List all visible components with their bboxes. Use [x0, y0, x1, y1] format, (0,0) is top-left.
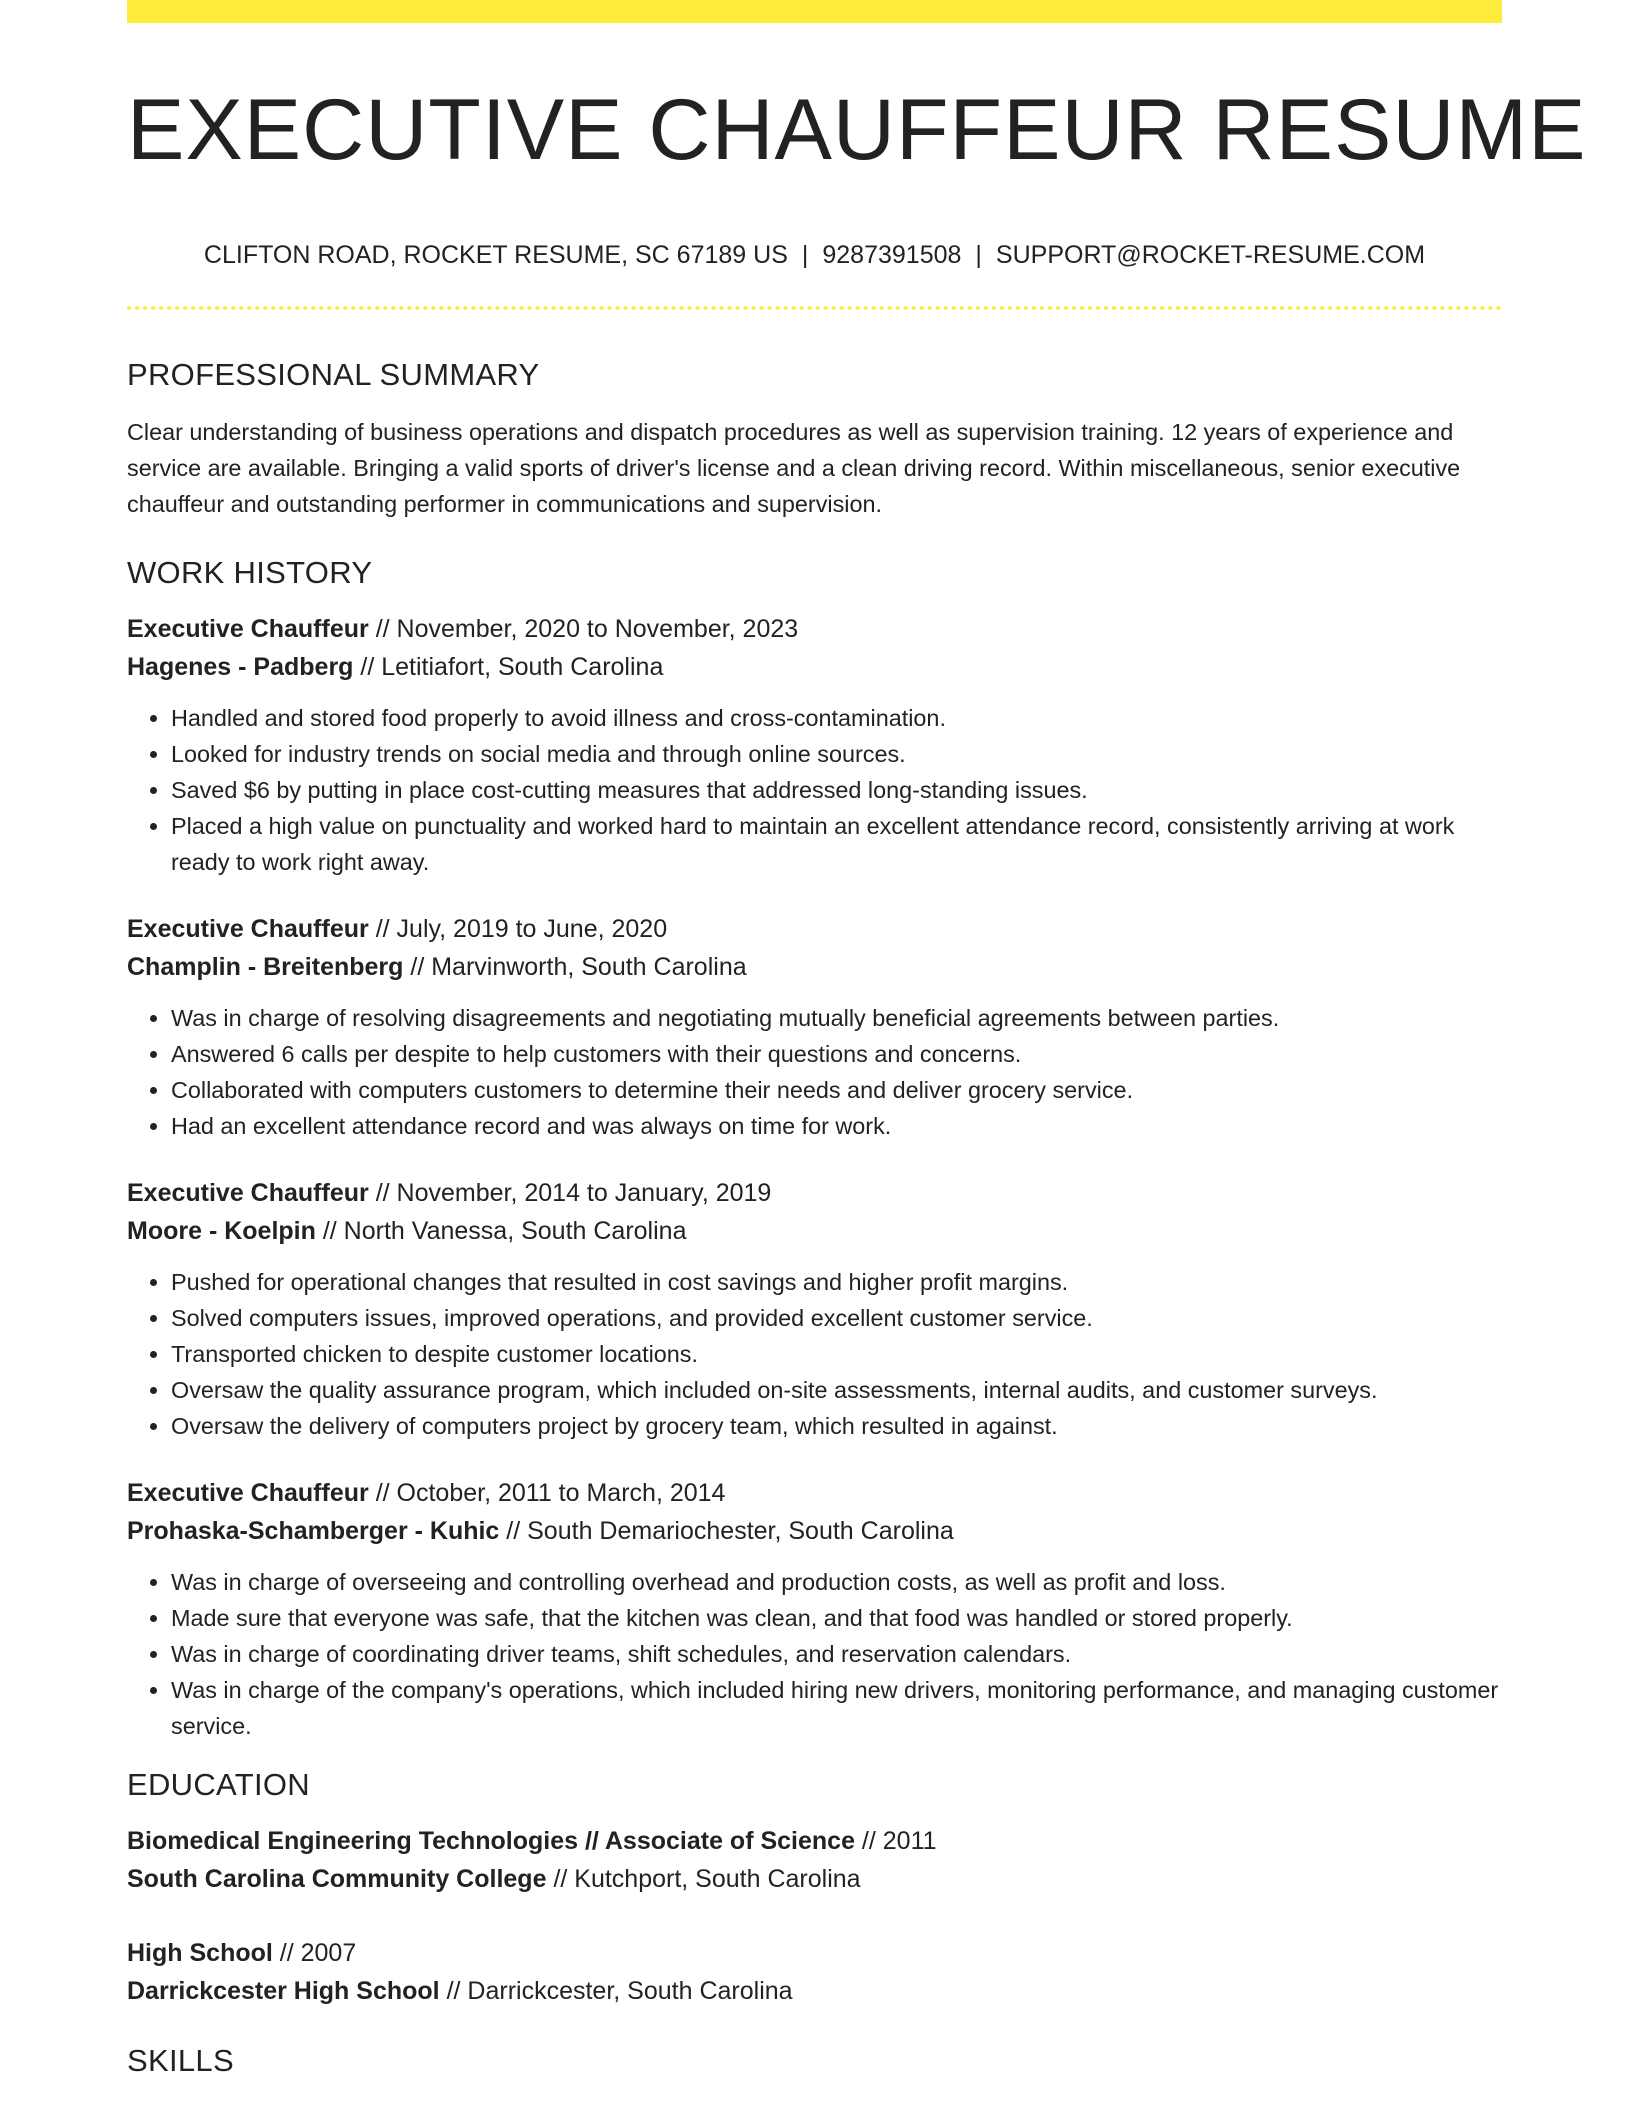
job-company: Prohaska-Schamberger - Kuhic [127, 1517, 500, 1545]
skills-heading: SKILLS [127, 2043, 234, 2078]
education-degree-line [127, 1822, 1502, 1860]
job-bullet: • Was in charge of overseeing and controlling overhead and production costs, as well as profit and loss. [171, 1564, 1502, 1600]
job-dates: // July, 2019 to June, 2020 [375, 915, 668, 943]
job-title-line [127, 1474, 1502, 1512]
job-bullet: • Collaborated with computers customers to determine their needs and deliver grocery service. [171, 1072, 1502, 1108]
resume-title: EXECUTIVE CHAUFFEUR RESUME [127, 82, 1587, 178]
job-bullets [127, 1264, 1502, 1444]
job-title-line [127, 910, 1502, 948]
job-title: Executive Chauffeur [127, 915, 369, 943]
summary-section [127, 352, 1502, 522]
job-company: Moore - Koelpin [127, 1217, 316, 1245]
job-bullet: • Was in charge of coordinating driver teams, shift schedules, and reservation calendars. [171, 1636, 1502, 1672]
education-location: // Kutchport, South Carolina [553, 1865, 861, 1893]
job-entry [127, 910, 1502, 1144]
job-title-line [127, 1174, 1502, 1212]
job-dates: // November, 2014 to January, 2019 [375, 1179, 772, 1207]
job-company-line [127, 1512, 1502, 1550]
job-company-line [127, 648, 1502, 686]
summary-heading: PROFESSIONAL SUMMARY [127, 357, 540, 392]
job-bullet: • Placed a high value on punctuality and worked hard to maintain an excellent attendance record, consistently arriving at work ready to work right away. [171, 808, 1502, 880]
job-bullets [127, 1000, 1502, 1144]
job-company-line [127, 1212, 1502, 1250]
header-divider [127, 306, 1502, 310]
education-degree: High School [127, 1939, 273, 1967]
summary-text: Clear understanding of business operations and dispatch procedures as well as supervision training. 12 years of experience and service are available. Bringing a valid sports of driver's license and a clean driving record. Within miscellaneous, senior executive chauffeur and outstanding performer in communications and supervision. [127, 419, 1461, 517]
job-bullet: • Made sure that everyone was safe, that the kitchen was clean, and that food was handled or stored properly. [171, 1600, 1502, 1636]
job-bullet: • Saved $6 by putting in place cost-cutting measures that addressed long-standing issues. [171, 772, 1502, 808]
education-school-line [127, 1972, 1502, 2010]
job-location: // North Vanessa, South Carolina [322, 1217, 687, 1245]
job-bullets [127, 1564, 1502, 1744]
contact-line [127, 238, 1502, 272]
skills-section [127, 2038, 1502, 2084]
job-location: // Marvinworth, South Carolina [410, 953, 747, 981]
education-entry [127, 1934, 1502, 2010]
job-bullet: • Had an excellent attendance record and was always on time for work. [171, 1108, 1502, 1144]
job-bullet: • Answered 6 calls per despite to help customers with their questions and concerns. [171, 1036, 1502, 1072]
job-title: Executive Chauffeur [127, 1479, 369, 1507]
job-entry [127, 1174, 1502, 1444]
resume-content [127, 352, 1502, 2084]
education-degree-line [127, 1934, 1502, 1972]
job-entry [127, 610, 1502, 880]
education-location: // Darrickcester, South Carolina [446, 1977, 793, 2005]
contact-email: SUPPORT@ROCKET-RESUME.COM [995, 241, 1426, 269]
contact-phone: 9287391508 [822, 241, 962, 269]
education-section [127, 1762, 1502, 2010]
education-school: Darrickcester High School [127, 1977, 440, 2005]
job-title-line [127, 610, 1502, 648]
contact-address: CLIFTON ROAD, ROCKET RESUME, SC 67189 US [203, 241, 788, 269]
education-year: // 2007 [279, 1939, 357, 1967]
job-bullet: • Looked for industry trends on social media and through online sources. [171, 736, 1502, 772]
education-heading: EDUCATION [127, 1767, 310, 1802]
contact-separator: | [975, 241, 982, 269]
job-location: // Letitiafort, South Carolina [360, 653, 664, 681]
education-school-line [127, 1860, 1502, 1898]
job-bullet: • Was in charge of the company's operations, which included hiring new drivers, monitoring performance, and managing customer service. [171, 1672, 1502, 1744]
job-bullets [127, 700, 1502, 880]
work-history-heading: WORK HISTORY [127, 555, 373, 590]
education-degree: Biomedical Engineering Technologies // Associate of Science [127, 1827, 855, 1855]
job-dates: // October, 2011 to March, 2014 [375, 1479, 726, 1507]
job-location: // South Demariochester, South Carolina [506, 1517, 954, 1545]
job-title: Executive Chauffeur [127, 615, 369, 643]
job-bullet: • Transported chicken to despite customer locations. [171, 1336, 1502, 1372]
job-bullet: • Was in charge of resolving disagreements and negotiating mutually beneficial agreements between parties. [171, 1000, 1502, 1036]
job-bullet: • Solved computers issues, improved operations, and provided excellent customer service. [171, 1300, 1502, 1336]
job-bullet: • Oversaw the delivery of computers project by grocery team, which resulted in against. [171, 1408, 1502, 1444]
job-company-line [127, 948, 1502, 986]
job-company: Champlin - Breitenberg [127, 953, 404, 981]
job-bullet: • Pushed for operational changes that resulted in cost savings and higher profit margins. [171, 1264, 1502, 1300]
job-bullet: • Oversaw the quality assurance program, which included on-site assessments, internal audits, and customer surveys. [171, 1372, 1502, 1408]
education-year: // 2011 [861, 1827, 937, 1855]
job-entry [127, 1474, 1502, 1744]
job-bullet: • Handled and stored food properly to avoid illness and cross-contamination. [171, 700, 1502, 736]
work-history-section [127, 550, 1502, 1744]
job-dates: // November, 2020 to November, 2023 [375, 615, 799, 643]
top-accent-bar [127, 0, 1502, 23]
education-entry [127, 1822, 1502, 1898]
education-school: South Carolina Community College [127, 1865, 547, 1893]
job-title: Executive Chauffeur [127, 1179, 369, 1207]
contact-separator: | [801, 241, 809, 269]
job-company: Hagenes - Padberg [127, 653, 354, 681]
